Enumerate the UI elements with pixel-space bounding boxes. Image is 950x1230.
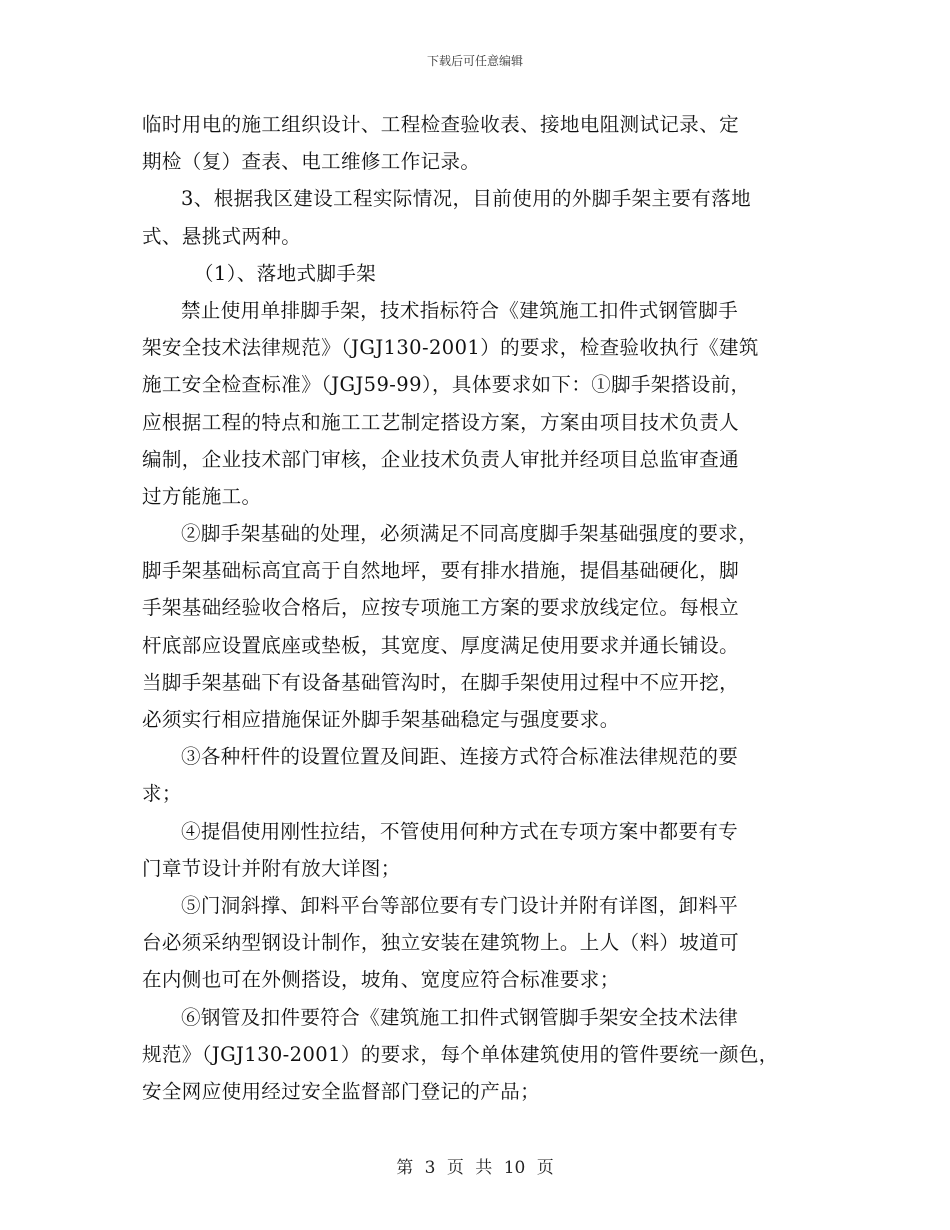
text-line: ③各种杆件的设置位置及间距、连接方式符合标准法律规范的要 [181, 745, 739, 769]
text-line: 应根据工程的特点和施工工艺制定搭设方案，方案由项目技术负责人 [142, 410, 740, 434]
text-line: 台必须采纳型钢设计制作，独立安装在建筑物上。上人（料）坡道可 [142, 931, 740, 955]
text-line: 手架基础经验收合格后，应按专项施工方案的要求放线定位。每根立 [142, 596, 740, 620]
text-line: 在内侧也可在外侧搭设，坡角、宽度应符合标准要求； [142, 968, 620, 992]
text-line: 施工安全检查标准》（JGJ59-99），具体要求如下：①脚手架搭设前， [142, 373, 751, 397]
text-line: 架安全技术法律规范》（JGJ130-2001）的要求，检查验收执行《建筑 [142, 336, 759, 360]
text-line: 杆底部应设置底座或垫板，其宽度、厚度满足使用要求并通长铺设。 [142, 633, 740, 657]
text-line: 当脚手架基础下有设备基础管沟时，在脚手架使用过程中不应开挖， [142, 670, 740, 694]
text-line: 3、根据我区建设工程实际情况，目前使用的外脚手架主要有落地 [181, 187, 752, 211]
text-line: 式、悬挑式两种。 [142, 224, 302, 248]
text-line: 脚手架基础标高宜高于自然地坪，要有排水措施，提倡基础硬化，脚 [142, 559, 740, 583]
text-line: 必须实行相应措施保证外脚手架基础稳定与强度要求。 [142, 708, 620, 731]
text-line: ⑥钢管及扣件要符合《建筑施工扣件式钢管脚手架安全技术法律 [181, 1005, 739, 1029]
text-line: ②脚手架基础的处理，必须满足不同高度脚手架基础强度的要求， [181, 522, 759, 546]
text-line: 期检（复）查表、电工维修工作记录。 [142, 150, 481, 174]
text-line: 临时用电的施工组织设计、工程检查验收表、接地电阻测试记录、定 [142, 113, 740, 136]
text-line: 规范》（JGJ130-2001）的要求，每个单体建筑使用的管件要统一颜色， [142, 1042, 779, 1066]
text-line: （1）、落地式脚手架 [194, 261, 377, 285]
page-footer: 第 3 页 共 10 页 [396, 1158, 554, 1178]
text-line: 编制，企业技术部门审核，企业技术负责人审批并经项目总监审查通 [142, 447, 740, 471]
text-line: 求； [142, 782, 182, 806]
text-line: 禁止使用单排脚手架，技术指标符合《建筑施工扣件式钢管脚手 [181, 298, 739, 322]
page-header: 下载后可任意编辑 [426, 54, 523, 68]
text-line: 安全网应使用经过安全监督部门登记的产品； [142, 1079, 541, 1103]
text-line: 过方能施工。 [142, 484, 262, 508]
text-line: 门章节设计并附有放大详图； [142, 856, 401, 880]
document-body [142, 106, 822, 1110]
text-line: ④提倡使用刚性拉结，不管使用何种方式在专项方案中都要有专 [181, 819, 739, 843]
text-line: ⑤门洞斜撑、卸料平台等部位要有专门设计并附有详图，卸料平 [181, 893, 739, 917]
